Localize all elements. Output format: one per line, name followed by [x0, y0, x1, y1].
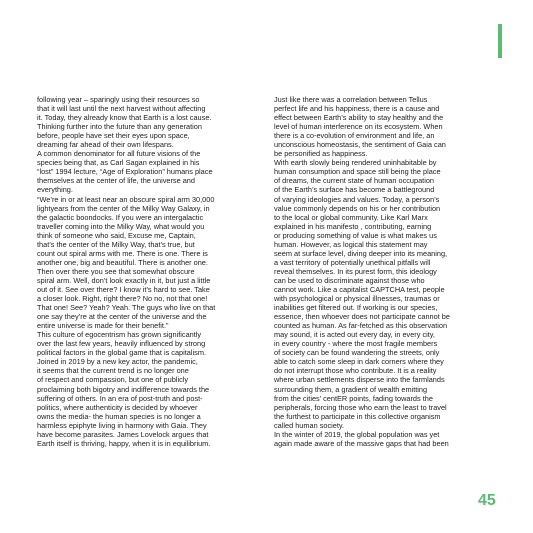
- text-line: inabilities get filtered out. If working is our species,: [274, 303, 438, 313]
- text-line: effect between Earth’s ability to stay healthy and the: [274, 113, 444, 123]
- text-line: traveller coming into the Milky Way, what would you: [37, 221, 205, 231]
- text-line: where urban settlements disperse into the farmlands: [274, 375, 445, 385]
- text-line: human. However, as logical this statement may: [274, 239, 428, 249]
- text-line: reveal themselves. In its purest form, this ideology: [274, 266, 437, 276]
- text-line: political factors in the global game that is capitalism.: [37, 348, 206, 358]
- text-line: it seems that the current trend is no longer one: [37, 366, 189, 376]
- text-line: the furthest to participate in this collective organism: [274, 411, 441, 421]
- text-line: count out spiral arms with me. There is one. There is: [37, 248, 208, 258]
- text-line: or producing something of value is what makes us: [274, 230, 437, 240]
- text-line: everything.: [37, 185, 73, 195]
- text-line: do not interrupt those who contribute. It is a reality: [274, 366, 437, 376]
- text-line: “We’re in or at least near an obscure spiral arm 30,000: [37, 194, 215, 204]
- text-line: of dreams, the current state of human occupation: [274, 176, 435, 186]
- text-line: in every country - where the most fragile members: [274, 339, 438, 349]
- text-line: that it will last until the next harvest without affecting: [37, 104, 206, 114]
- text-line: of society can be found wandering the streets, only: [274, 348, 440, 358]
- text-line: able to catch some sleep in dark corners where they: [274, 357, 444, 367]
- text-line: it. Today, they already know that Earth is a lost cause.: [37, 113, 212, 123]
- text-line: owns the media- the human species is no longer a: [37, 411, 201, 421]
- text-line: may sound, it is acted out every day, in every city,: [274, 330, 435, 340]
- text-line: essence, then whoever does not participate cannot be: [274, 312, 450, 322]
- text-line: Earth itself is thriving, happy, when it is in equilibrium.: [37, 438, 211, 448]
- text-line: harmless epiphyte living in harmony with Gaia. They: [37, 420, 207, 430]
- text-line: can be used to discriminate against those who: [274, 275, 425, 285]
- text-line: suffering of others. In an era of post-truth and post-: [37, 393, 203, 403]
- text-line: value commonly depends on his or her contribution: [274, 203, 441, 213]
- text-line: cannot work. Like a capitalist CAPTCHA test, people: [274, 284, 445, 294]
- text-line: surrounding them, a gradient of wealth emitting: [274, 384, 428, 394]
- text-line: think of someone who said, Excuse me, Captain,: [37, 230, 196, 240]
- right-text-column: [274, 95, 496, 448]
- text-line: be personified as happiness.: [274, 149, 368, 159]
- text-line: the galactic boondocks. If you were an intergalactic: [37, 212, 204, 222]
- text-line: With earth slowly being rendered uninhabitable by: [274, 158, 437, 168]
- text-line: That one! See? Yeah? Yeah. The guys who live on that: [37, 303, 216, 313]
- text-line: Thinking further into the future than any generation: [37, 122, 202, 132]
- text-line: a vast territory of potentially unethical pitfalls will: [274, 257, 431, 267]
- text-line: a closer look. Right, right there? No no, not that one!: [37, 294, 208, 304]
- text-line: of respect and compassion, but one of publicly: [37, 375, 189, 385]
- text-line: there is a co-evolution of environment and life, an: [274, 131, 435, 141]
- text-line: peripherals, forcing those who earn the least to travel: [274, 402, 447, 412]
- text-line: politics, where authenticity is decided by whoever: [37, 402, 198, 412]
- text-line: A common denominator for all future visions of the: [37, 149, 201, 159]
- text-line: level of human interference on its ecosystem. When: [274, 122, 443, 132]
- page-number: 45: [478, 492, 496, 509]
- text-line: out of it. See over there? I know it’s hard to see. Take: [37, 284, 210, 294]
- text-line: have become parasites. James Lovelock argues that: [37, 429, 209, 439]
- text-line: of the Earth’s surface has become a battleground: [274, 185, 435, 195]
- text-line: entire universe is made for their benefit.”: [37, 321, 169, 331]
- text-line: Joined in 2019 by a new key actor, the pandemic,: [37, 357, 198, 367]
- text-line: spiral arm. Well, don’t look exactly in it, but just a little: [37, 275, 211, 285]
- text-line: lightyears from the center of the Milky Way Galaxy, in: [37, 203, 210, 213]
- text-line: before, people have set their eyes upon space,: [37, 131, 190, 141]
- text-line: counted as human. As far-fetched as this observation: [274, 321, 448, 331]
- text-line: dreaming far ahead of their own lifespans.: [37, 140, 174, 150]
- text-line: perfect life and his happiness, there is a cause and: [274, 104, 440, 114]
- text-line: themselves at the center of life, the universe and: [37, 176, 195, 186]
- text-line: that’s the center of the Milky Way, that’s true, but: [37, 239, 195, 249]
- text-line: species being that, as Carl Sagan explained in his: [37, 158, 200, 168]
- text-line: unconscious homeostasis, the sentiment of Gaia can: [274, 140, 446, 150]
- text-line: over the last few years, heavily influenced by strong: [37, 339, 206, 349]
- text-line: again made aware of the massive gaps that had been: [274, 438, 449, 448]
- text-line: from the cities’ centER points, fading towards the: [274, 393, 433, 403]
- text-line: human consumption and space still being the place: [274, 167, 441, 177]
- text-line: to the local or global community. Like Karl Marx: [274, 212, 428, 222]
- text-line: Then over there you see that somewhat obscure: [37, 266, 195, 276]
- text-line: “lost” 1994 lecture, “Age of Exploration” humans place: [37, 167, 213, 177]
- text-line: seem at surface level, diving deeper into its meaning,: [274, 248, 448, 258]
- text-line: one say they’re at the center of the universe and the: [37, 312, 207, 322]
- text-line: following year – sparingly using their resources so: [37, 95, 200, 104]
- text-line: another one, big and beautiful. There is another one.: [37, 257, 208, 267]
- text-line: In the winter of 2019, the global population was yet: [274, 429, 440, 439]
- left-text-column: [37, 95, 259, 448]
- text-line: Just like there was a correlation between Tellus: [274, 95, 428, 104]
- text-line: This culture of egocentrism has grown significantly: [37, 330, 202, 340]
- text-line: explained in his manifesto , contributing, earning: [274, 221, 432, 231]
- accent-bar: [498, 24, 502, 58]
- text-line: with psychological or physical illnesses, traumas or: [274, 294, 440, 304]
- text-line: called human society.: [274, 420, 345, 430]
- text-line: proclaiming both bigotry and indifference towards the: [37, 384, 210, 394]
- text-line: of varying ideologies and values. Today, a person’s: [274, 194, 440, 204]
